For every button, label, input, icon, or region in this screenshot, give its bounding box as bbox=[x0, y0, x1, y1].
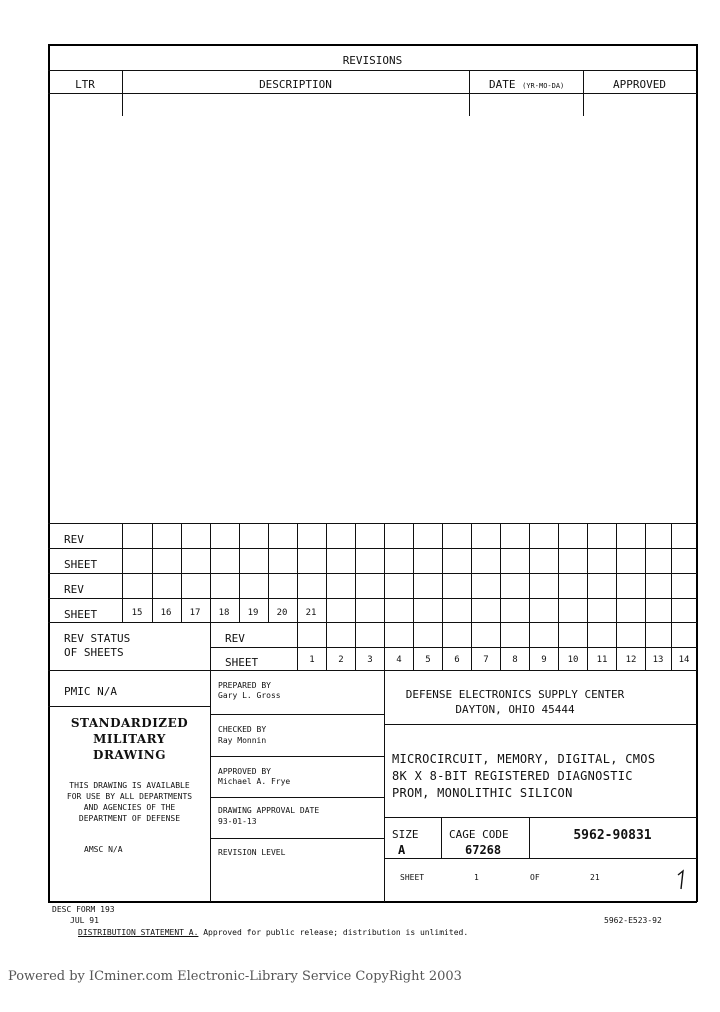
drawing-number: 5962-90831 bbox=[573, 828, 652, 843]
status-sheet-number: 9 bbox=[541, 655, 547, 665]
of-sheets-label: OF SHEETS bbox=[64, 646, 124, 659]
document-reference: 5962-E523-92 bbox=[604, 916, 662, 925]
availability-3: AND AGENCIES OF THE bbox=[83, 803, 176, 812]
sheet-number: 15 bbox=[131, 608, 143, 618]
col-description: DESCRIPTION bbox=[259, 78, 332, 91]
sheet-label: SHEET bbox=[400, 873, 425, 882]
approval-date-value: 93-01-13 bbox=[218, 817, 257, 826]
desc-form-label: DESC FORM 193 bbox=[52, 905, 115, 914]
sheet-number: 21 bbox=[305, 608, 317, 618]
pmic-label: PMIC N/A bbox=[64, 685, 117, 698]
std-line-3: DRAWING bbox=[93, 748, 166, 762]
rev-status-label: REV STATUS bbox=[64, 632, 131, 645]
status-sheet-number: 4 bbox=[396, 655, 402, 665]
std-line-2: MILITARY bbox=[93, 732, 166, 746]
approved-by-name: Michael A. Frye bbox=[218, 777, 291, 786]
status-sheet-number: 8 bbox=[512, 655, 518, 665]
desc-form-date: JUL 91 bbox=[70, 916, 99, 925]
size-label: SIZE bbox=[392, 828, 419, 841]
cage-code-value: 67268 bbox=[465, 843, 502, 857]
status-sheet-number: 11 bbox=[596, 655, 608, 665]
availability-2: FOR USE BY ALL DEPARTMENTS bbox=[66, 792, 193, 801]
agency-address: DAYTON, OHIO 45444 bbox=[455, 703, 575, 716]
status-sheet-label: SHEET bbox=[225, 656, 259, 669]
handwritten-mark-icon bbox=[674, 868, 688, 892]
sheet-total: 21 bbox=[590, 873, 600, 882]
title-line-1: MICROCIRCUIT, MEMORY, DIGITAL, CMOS bbox=[392, 752, 656, 766]
approval-date-label: DRAWING APPROVAL DATE bbox=[218, 806, 320, 815]
sheet-number: 16 bbox=[160, 608, 172, 618]
agency-name: DEFENSE ELECTRONICS SUPPLY CENTER bbox=[405, 688, 625, 701]
distribution-statement: DISTRIBUTION STATEMENT A. Approved for public release; distribution is unlimited. bbox=[78, 928, 469, 937]
grid-row-rev-2: REV bbox=[64, 583, 84, 596]
status-sheet-number: 6 bbox=[454, 655, 460, 665]
grid-row-rev-1: REV bbox=[64, 533, 84, 546]
revisions-title: REVISIONS bbox=[342, 54, 403, 67]
revision-level-label: REVISION LEVEL bbox=[218, 848, 286, 857]
sheet-number: 18 bbox=[218, 608, 230, 618]
title-line-3: PROM, MONOLITHIC SILICON bbox=[392, 786, 573, 800]
status-sheet-number: 13 bbox=[652, 655, 664, 665]
sheet-number: 20 bbox=[276, 608, 288, 618]
size-value: A bbox=[398, 843, 406, 857]
grid-row-sheet-2: SHEET bbox=[64, 608, 98, 621]
checked-by-name: Ray Monnin bbox=[218, 736, 267, 745]
cage-code-label: CAGE CODE bbox=[449, 828, 509, 841]
status-sheet-number: 12 bbox=[625, 655, 637, 665]
std-line-1: STANDARDIZED bbox=[70, 716, 189, 730]
amsc-label: AMSC N/A bbox=[84, 845, 123, 854]
prepared-by-label: PREPARED BY bbox=[218, 681, 271, 690]
status-sheet-number: 7 bbox=[483, 655, 489, 665]
status-sheet-number: 14 bbox=[678, 655, 690, 665]
col-date: DATE (YR-MO-DA) bbox=[489, 78, 565, 91]
status-sheet-number: 10 bbox=[567, 655, 579, 665]
status-sheet-number: 3 bbox=[367, 655, 373, 665]
availability-4: DEPARTMENT OF DEFENSE bbox=[78, 814, 181, 823]
title-line-2: 8K X 8-BIT REGISTERED DIAGNOSTIC bbox=[392, 769, 633, 783]
status-rev-label: REV bbox=[225, 632, 245, 645]
approved-by-label: APPROVED BY bbox=[218, 767, 271, 776]
prepared-by-name: Gary L. Gross bbox=[218, 691, 281, 700]
sheet-of-label: OF bbox=[530, 873, 540, 882]
sheet-value: 1 bbox=[474, 873, 479, 882]
col-ltr: LTR bbox=[75, 78, 95, 91]
checked-by-label: CHECKED BY bbox=[218, 725, 267, 734]
grid-row-sheet-1: SHEET bbox=[64, 558, 98, 571]
powered-by-footer: Powered by ICminer.com Electronic-Library Service CopyRight 2003 bbox=[8, 969, 462, 984]
sheet-number: 19 bbox=[247, 608, 259, 618]
status-sheet-number: 2 bbox=[338, 655, 344, 665]
sheet-number: 17 bbox=[189, 608, 201, 618]
col-approved: APPROVED bbox=[613, 78, 666, 91]
status-sheet-number: 1 bbox=[309, 655, 315, 665]
status-sheet-number: 5 bbox=[425, 655, 431, 665]
availability-1: THIS DRAWING IS AVAILABLE bbox=[69, 781, 190, 790]
